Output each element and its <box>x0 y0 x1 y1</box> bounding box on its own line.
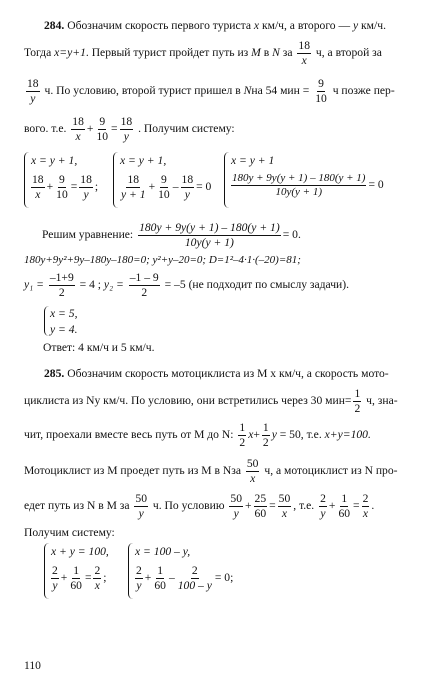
fraction-18-x: $\frac{18}{x}$ <box>298 39 310 67</box>
quadratic-line: 180y+9y²+9y–180y–180=0; y²+y–20=0; D=1²–4·1·(–20)=81; <box>24 254 301 266</box>
system1-eq1: x = y + 1, <box>31 154 78 167</box>
roots-line: y₁ = $\frac{-1+9}{2}$ = 4 ; y₂ = $\frac{-1 - 9}{2}$ = –5 (не подходит по смыслу задачи). <box>24 271 350 299</box>
p285-line-2: циклиста из Ny км/ч. По условию, они встретились через 30 мин= $\frac{1}{2}$ ч, зна- <box>24 387 398 415</box>
p284-line-3: $\frac{18}{y}$ ч. По условию, второй турист пришел в Nна 54 мин = $\frac{9}{10}$ ч позже пер- <box>27 77 395 105</box>
p285-line-1: 285. Обозначим скорость мотоциклиста из M x км/ч, а скорость мото- <box>44 367 389 380</box>
problem-number-285: 285. <box>44 367 65 380</box>
p285-line-5: едет путь из N в M за $\frac{50}{y}$ ч. По условию $\frac{50}{y}$ + $\frac{25}{60}$ = $\frac{50}{x}$ , т.е. $\frac{2}{y}$ + $\frac{1}{60}$ = $\frac{2}{x}$ . <box>24 492 375 520</box>
page-number: 110 <box>24 659 41 672</box>
answer-y: y = 4. <box>50 323 78 336</box>
problem-number-284: 284. <box>44 19 65 32</box>
p285-line-6: Получим систему: <box>24 526 115 539</box>
answer-284: Ответ: 4 км/ч и 5 км/ч. <box>43 341 155 354</box>
system3-eq1: x = y + 1 <box>231 154 275 167</box>
p284-line-2: Тогда x=y+1. Первый турист пройдет путь из M в N за $\frac{18}{x}$ ч, а второй за <box>24 39 382 67</box>
fraction-9-10: $\frac{9}{10}$ <box>315 77 327 105</box>
p284-line-1: 284. Обозначим скорость первого туриста x км/ч, а второго — y км/ч. <box>44 19 386 32</box>
system3-eq2: $\frac{180y + 9y(y + 1) - 180(y + 1)}{10y(y + 1)}$ = 0 <box>232 172 384 198</box>
system2-eq1: x = y + 1, <box>120 154 167 167</box>
system2-eq2: $\frac{18}{y + 1}$ + $\frac{9}{10}$ – $\frac{18}{y}$ = 0 <box>121 173 212 201</box>
p285-line-4: Мотоциклист из M проедет путь из M в Nза $\frac{50}{x}$ ч, а мотоциклист из N про- <box>24 457 398 485</box>
system285-1-eq1: x + y = 100, <box>51 545 109 558</box>
system285-1-eq2: $\frac{2}{y}$ + $\frac{1}{60}$ = $\frac{2}{x}$ ; <box>52 564 107 592</box>
fraction-18-y: $\frac{18}{y}$ <box>27 77 39 105</box>
system285-2-eq2: $\frac{2}{y}$ + $\frac{1}{60}$ – $\frac{2}{100 - y}$ = 0; <box>136 564 234 592</box>
system285-2-eq1: x = 100 – y, <box>135 545 191 558</box>
system1-eq2: $\frac{18}{x}$ + $\frac{9}{10}$ = $\frac{18}{y}$ ; <box>32 173 99 201</box>
p284-line-4: вого. т.е. $\frac{18}{x}$ + $\frac{9}{10}$ = $\frac{18}{y}$ . Получим систему: <box>24 115 235 143</box>
solve-equation-line: Решим уравнение: $\frac{180y + 9y(y + 1) - 180(y + 1)}{10y(y + 1)}$ = 0. <box>42 221 301 249</box>
answer-x: x = 5, <box>50 307 78 320</box>
p285-line-3: чит, проехали вместе весь путь от М до N: $\frac{1}{2}$ x+ $\frac{1}{2}$ y = 50, т.е. x+y=100. <box>24 421 371 449</box>
answer-system-brace <box>44 306 49 336</box>
